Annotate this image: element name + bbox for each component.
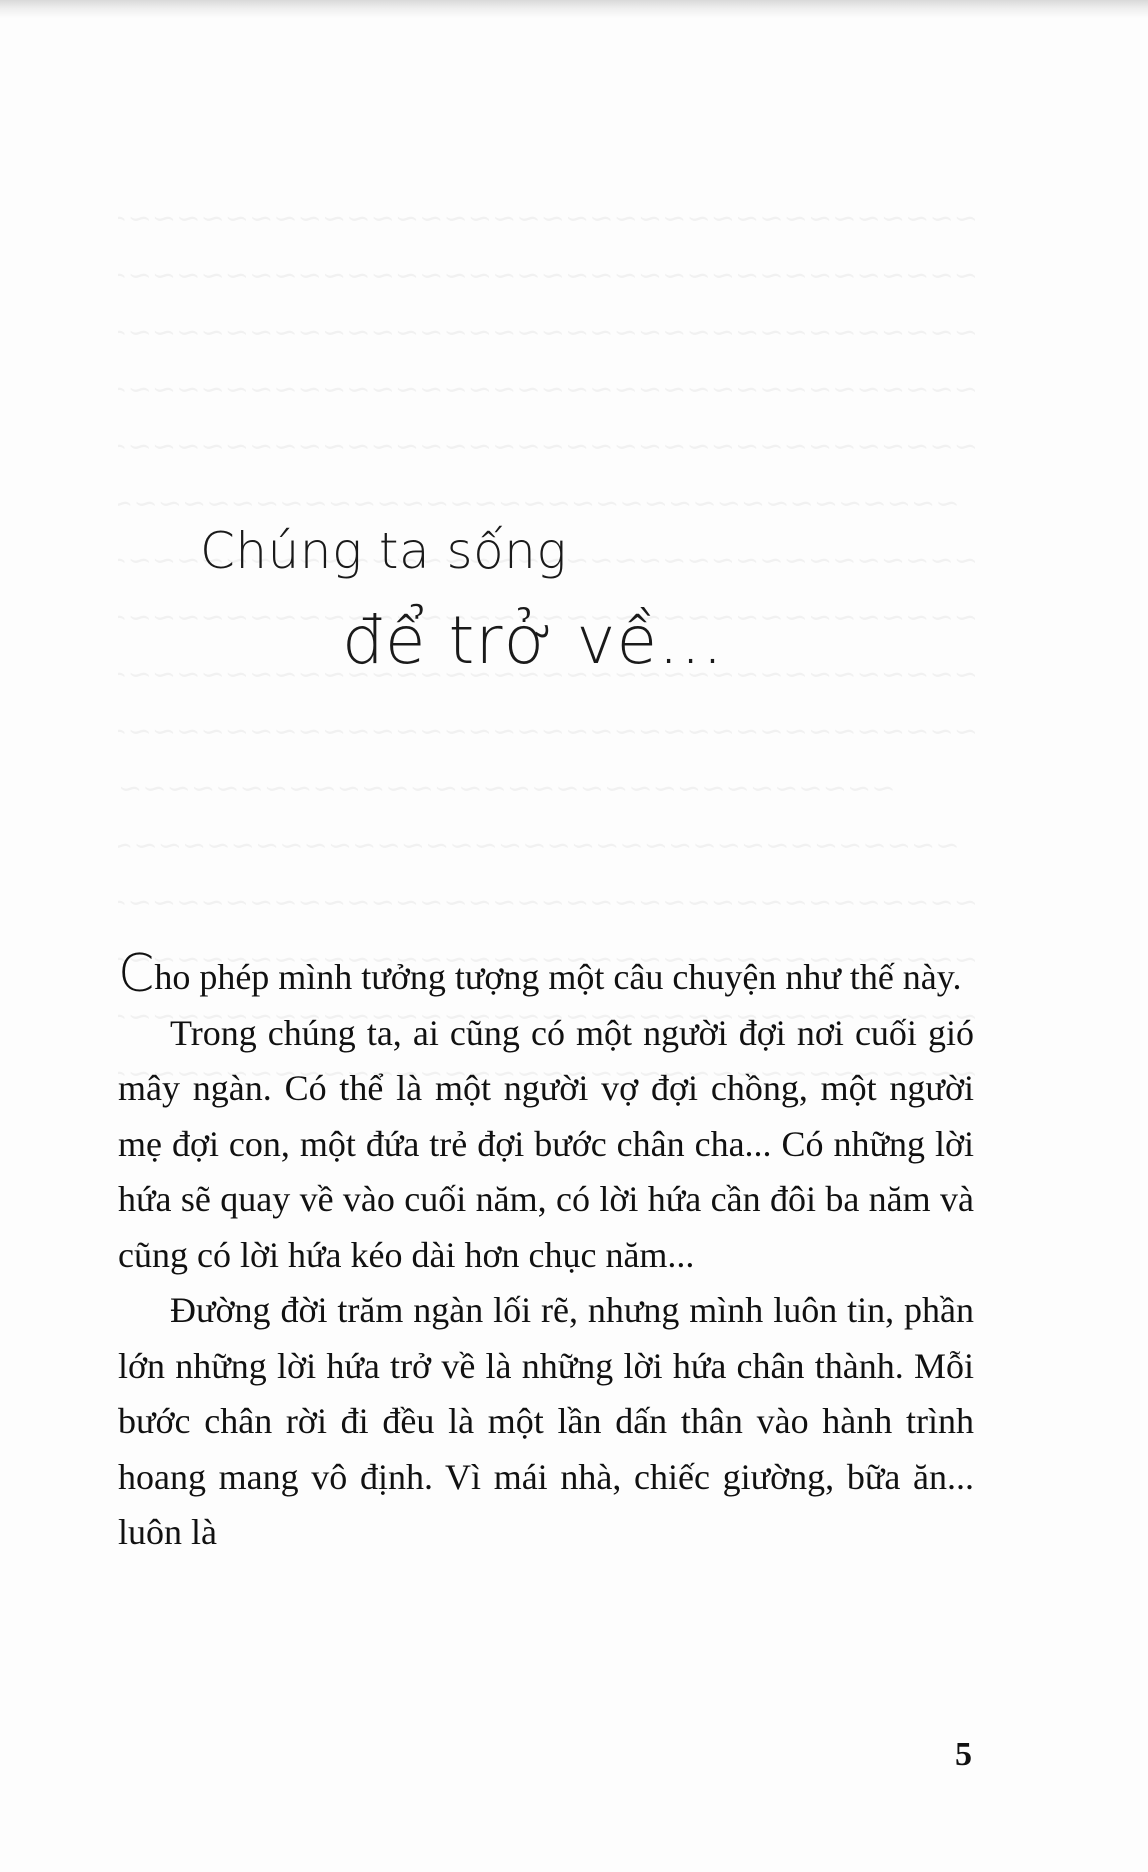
paragraph-1-text: ho phép mình tưởng tượng một câu chuyện như thế này. <box>154 957 962 997</box>
page-top-edge <box>0 0 1148 18</box>
drop-cap: C <box>118 944 155 1004</box>
chapter-body <box>118 944 974 1561</box>
paragraph-2: Trong chúng ta, ai cũng có một người đợi nơi cuối gió mây ngàn. Có thể là một người vợ đợi chồng, một người mẹ đợi con, một đứa trẻ đợi bước chân cha... Có những lời hứa sẽ quay về vào cuối năm, có lời hứa cần đôi ba năm và cũng có lời hứa kéo dài hơn chục năm... <box>118 1012 974 1275</box>
page-number: 5 <box>955 1736 972 1773</box>
paragraph-3: Đường đời trăm ngàn lối rẽ, nhưng mình luôn tin, phần lớn những lời hứa trở về là những lời hứa chân thành. Mỗi bước chân rời đi đều là một lần dấn thân vào hành trình hoang mang vô định. Vì mái nhà, chiếc giường, bữa ăn... luôn là <box>118 1290 974 1552</box>
chapter-title-line-2: để trở về... <box>342 602 725 679</box>
paragraph-1 <box>118 944 974 1006</box>
chapter-title-line-1: Chúng ta sống <box>200 522 567 580</box>
